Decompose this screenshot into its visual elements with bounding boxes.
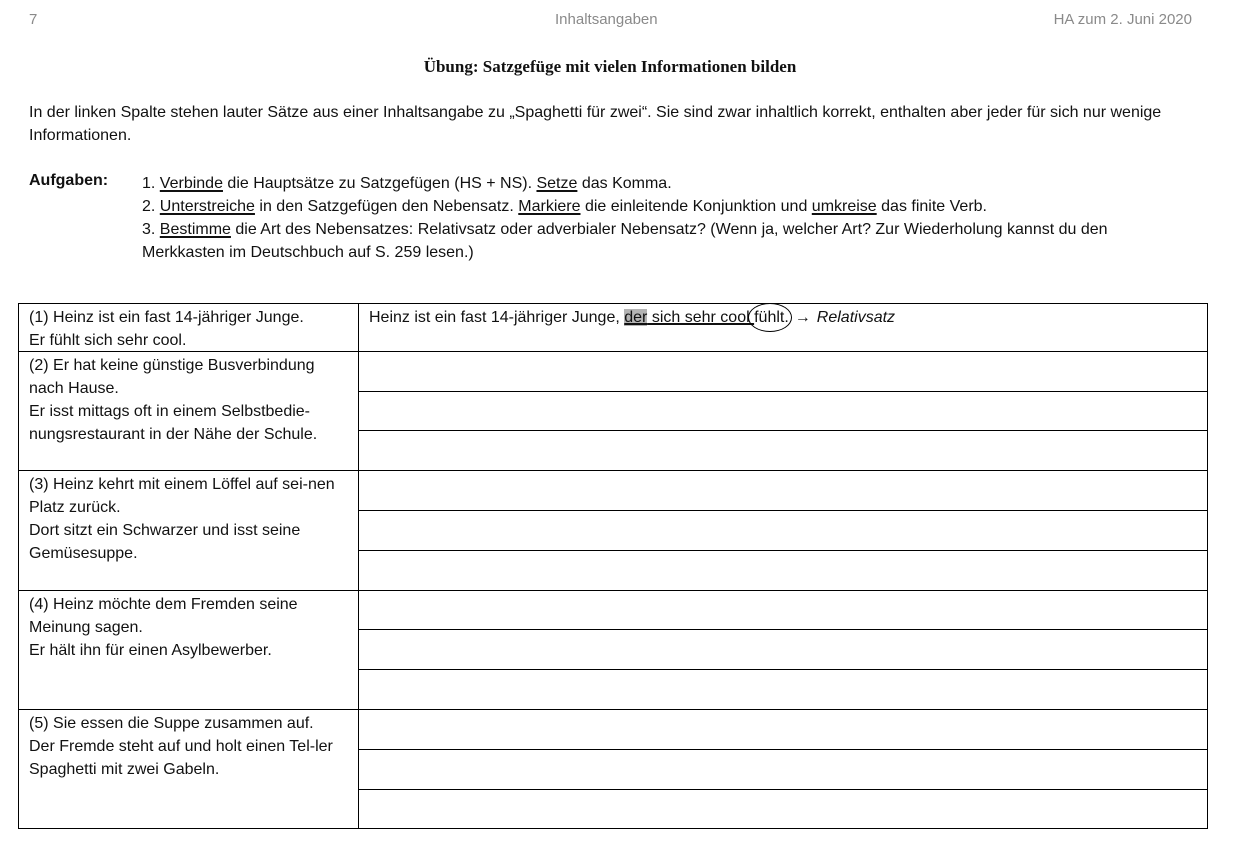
- table-row-1-prompt: (1) Heinz ist ein fast 14-jähriger Junge. Er fühlt sich sehr cool.: [19, 304, 359, 352]
- task-verb: Unterstreiche: [159, 198, 255, 215]
- task-verb: Bestimme: [159, 221, 231, 238]
- answer-line[interactable]: [359, 669, 1207, 670]
- table-row-5-prompt: (5) Sie essen die Suppe zusammen auf. Der Fremde steht auf und holt einen Tel-ler Spaghetti mit zwei Gabeln.: [19, 710, 359, 828]
- highlighted-conjunction: der: [624, 309, 648, 326]
- answer-line[interactable]: [359, 510, 1207, 511]
- task-3: 3. Bestimme die Art des Nebensatzes: Relativsatz oder adverbialer Nebensatz? (Wenn ja, welcher Art? Zur Wiederholung kannst du den Merkkasten im Deutschbuch auf S. 259 lesen.): [142, 221, 1108, 261]
- exercise-table: [18, 303, 1208, 829]
- answer-line[interactable]: [359, 391, 1207, 392]
- answer-line[interactable]: [359, 430, 1207, 431]
- circled-finite-verb: fühlt: [754, 306, 784, 329]
- answer-line[interactable]: [359, 789, 1207, 790]
- task-verb: Verbinde: [159, 175, 223, 192]
- tasks-label: Aufgaben:: [29, 172, 109, 189]
- answer-line[interactable]: [359, 351, 1207, 352]
- task-verb: umkreise: [811, 198, 877, 215]
- header-right-date: HA zum 2. Juni 2020: [1053, 11, 1192, 28]
- table-row-2-prompt: (2) Er hat keine günstige Busverbindung nach Hause. Er isst mittags oft in einem Selbstbedie-nungsrestaurant in der Nähe der Schule.: [19, 352, 359, 471]
- task-2: 2. Unterstreiche in den Satzgefügen den Nebensatz. Markiere die einleitende Konjunktion und umkreise das finite Verb.: [142, 198, 987, 215]
- arrow-right-icon: →: [794, 309, 811, 326]
- task-verb: Markiere: [518, 198, 581, 215]
- task-verb: Setze: [536, 175, 578, 192]
- answer-line[interactable]: [359, 749, 1207, 750]
- answer-line[interactable]: [359, 590, 1207, 591]
- intro-text: In der linken Spalte stehen lauter Sätze aus einer Inhaltsangabe zu „Spaghetti für zwei“. Sie sind zwar inhaltlich korrekt, enthalten aber jeder für sich nur wenige Informationen.: [29, 104, 1162, 144]
- task-1: 1. Verbinde die Hauptsätze zu Satzgefügen (HS + NS). Setze das Komma.: [142, 175, 672, 192]
- answer-line[interactable]: [359, 709, 1207, 710]
- answer-line[interactable]: [359, 629, 1207, 630]
- page-title: Übung: Satzgefüge mit vielen Informationen bilden: [423, 57, 797, 76]
- page-number: 7: [29, 11, 38, 28]
- answer-line[interactable]: [359, 550, 1207, 551]
- header-center-title: Inhaltsangaben: [555, 11, 658, 28]
- clause-type-result: Relativsatz: [816, 309, 896, 326]
- example-answer: Heinz ist ein fast 14-jähriger Junge, der sich sehr cool fühlt. → Relativsatz: [369, 306, 895, 329]
- table-row-3-prompt: (3) Heinz kehrt mit einem Löffel auf sei-nen Platz zurück. Dort sitzt ein Schwarzer und isst seine Gemüsesuppe.: [19, 471, 359, 591]
- answer-line[interactable]: [359, 470, 1207, 471]
- table-row-4-prompt: (4) Heinz möchte dem Fremden seine Meinung sagen. Er hält ihn für einen Asylbewerber.: [19, 591, 359, 710]
- task-list: [142, 172, 1172, 264]
